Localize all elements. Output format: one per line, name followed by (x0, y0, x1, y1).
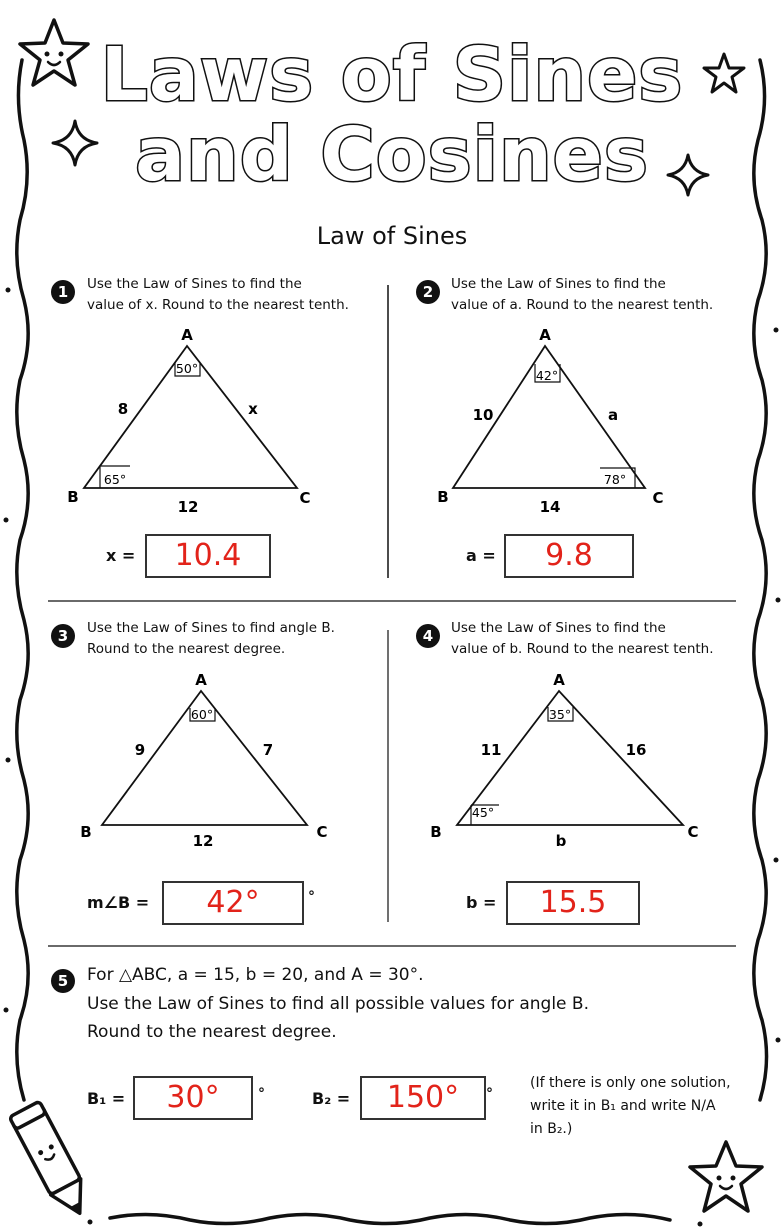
instruction-line: Use the Law of Sines to find the (451, 620, 666, 636)
answer-b1-box[interactable]: 30° (133, 1076, 253, 1120)
angle-a-label: 60° (190, 707, 214, 722)
instruction-line: value of x. Round to the nearest tenth. (87, 297, 349, 313)
angle-a-label: 42° (535, 368, 559, 383)
problem-3-number: 3 (51, 624, 75, 648)
triangle-1-diagram (60, 320, 330, 525)
problem-1-instructions (87, 274, 387, 316)
degree-unit: ° (258, 1086, 265, 1102)
vertex-b-label: B (80, 823, 92, 841)
vertex-b-label: B (67, 488, 79, 506)
triangle-3-diagram (70, 665, 345, 865)
instruction-line: value of a. Round to the nearest tenth. (451, 297, 714, 313)
side-ab-label: 8 (117, 400, 129, 418)
vertex-a-label: A (539, 326, 551, 344)
note-line: in B₂.) (530, 1121, 573, 1137)
side-bc-label: b (555, 832, 567, 850)
answer-b1-label: B₁ = (87, 1089, 126, 1108)
vertex-b-label: B (430, 823, 442, 841)
answer-2-label: a = (466, 546, 496, 565)
answer-4-label: b = (466, 893, 497, 912)
side-ac-label: a (607, 406, 619, 424)
angle-b-label: 65° (103, 472, 127, 487)
answer-b2-box[interactable]: 150° (360, 1076, 486, 1120)
answer-1-box[interactable]: 10.4 (145, 534, 271, 578)
problem-3-instructions (87, 618, 387, 660)
answer-3-box[interactable]: 42° (162, 881, 304, 925)
degree-unit: ° (308, 889, 315, 905)
problem-1-number: 1 (51, 280, 75, 304)
problem-4-number: 4 (416, 624, 440, 648)
vertex-c-label: C (652, 489, 664, 507)
vertex-b-label: B (437, 488, 449, 506)
page-title-line1: Laws of Sines (100, 32, 684, 118)
side-ab-label: 10 (472, 406, 494, 424)
side-ac-label: 16 (625, 741, 647, 759)
triangle-2-diagram (425, 320, 685, 525)
answer-b2-label: B₂ = (312, 1089, 351, 1108)
instruction-line: Use the Law of Sines to find angle B. (87, 620, 335, 636)
problem-5-number: 5 (51, 969, 75, 993)
answer-2-box[interactable]: 9.8 (504, 534, 634, 578)
side-bc-label: 14 (539, 498, 561, 516)
side-ac-label: 7 (262, 741, 274, 759)
problem-2-number: 2 (416, 280, 440, 304)
triangle-4-diagram (425, 665, 715, 865)
answer-4-box[interactable]: 15.5 (506, 881, 640, 925)
angle-a-label: 50° (175, 361, 199, 376)
problem-5-note (530, 1072, 750, 1141)
vertex-c-label: C (687, 823, 699, 841)
vertex-a-label: A (181, 326, 193, 344)
instruction-line: value of b. Round to the nearest tenth. (451, 641, 714, 657)
problem-5-line3: Round to the nearest degree. (87, 1022, 337, 1042)
side-bc-label: 12 (177, 498, 199, 516)
section-subtitle: Law of Sines (316, 222, 468, 250)
problem-4-instructions (451, 618, 751, 660)
side-ac-label: x (248, 400, 258, 418)
side-ab-label: 9 (134, 741, 146, 759)
note-line: write it in B₁ and write N/A (530, 1098, 716, 1114)
instruction-line: Use the Law of Sines to find the (451, 276, 666, 292)
angle-c-label: 78° (603, 472, 627, 487)
angle-a-label: 35° (548, 707, 572, 722)
page-title-line2: and Cosines (135, 112, 649, 198)
problem-5-line1: For △ABC, a = 15, b = 20, and A = 30°. (87, 965, 424, 985)
instruction-line: Use the Law of Sines to find the (87, 276, 302, 292)
problem-5-line2: Use the Law of Sines to find all possible values for angle B. (87, 994, 589, 1014)
vertex-a-label: A (195, 671, 207, 689)
instruction-line: Round to the nearest degree. (87, 641, 286, 657)
vertex-a-label: A (553, 671, 565, 689)
answer-3-label: m∠B = (87, 893, 150, 912)
angle-b-label: 45° (471, 805, 495, 820)
vertex-c-label: C (299, 489, 311, 507)
vertex-c-label: C (316, 823, 328, 841)
side-bc-label: 12 (192, 832, 214, 850)
answer-1-label: x = (106, 546, 136, 565)
degree-unit: ° (486, 1086, 493, 1102)
problem-2-instructions (451, 274, 751, 316)
side-ab-label: 11 (480, 741, 502, 759)
note-line: (If there is only one solution, (530, 1075, 731, 1091)
